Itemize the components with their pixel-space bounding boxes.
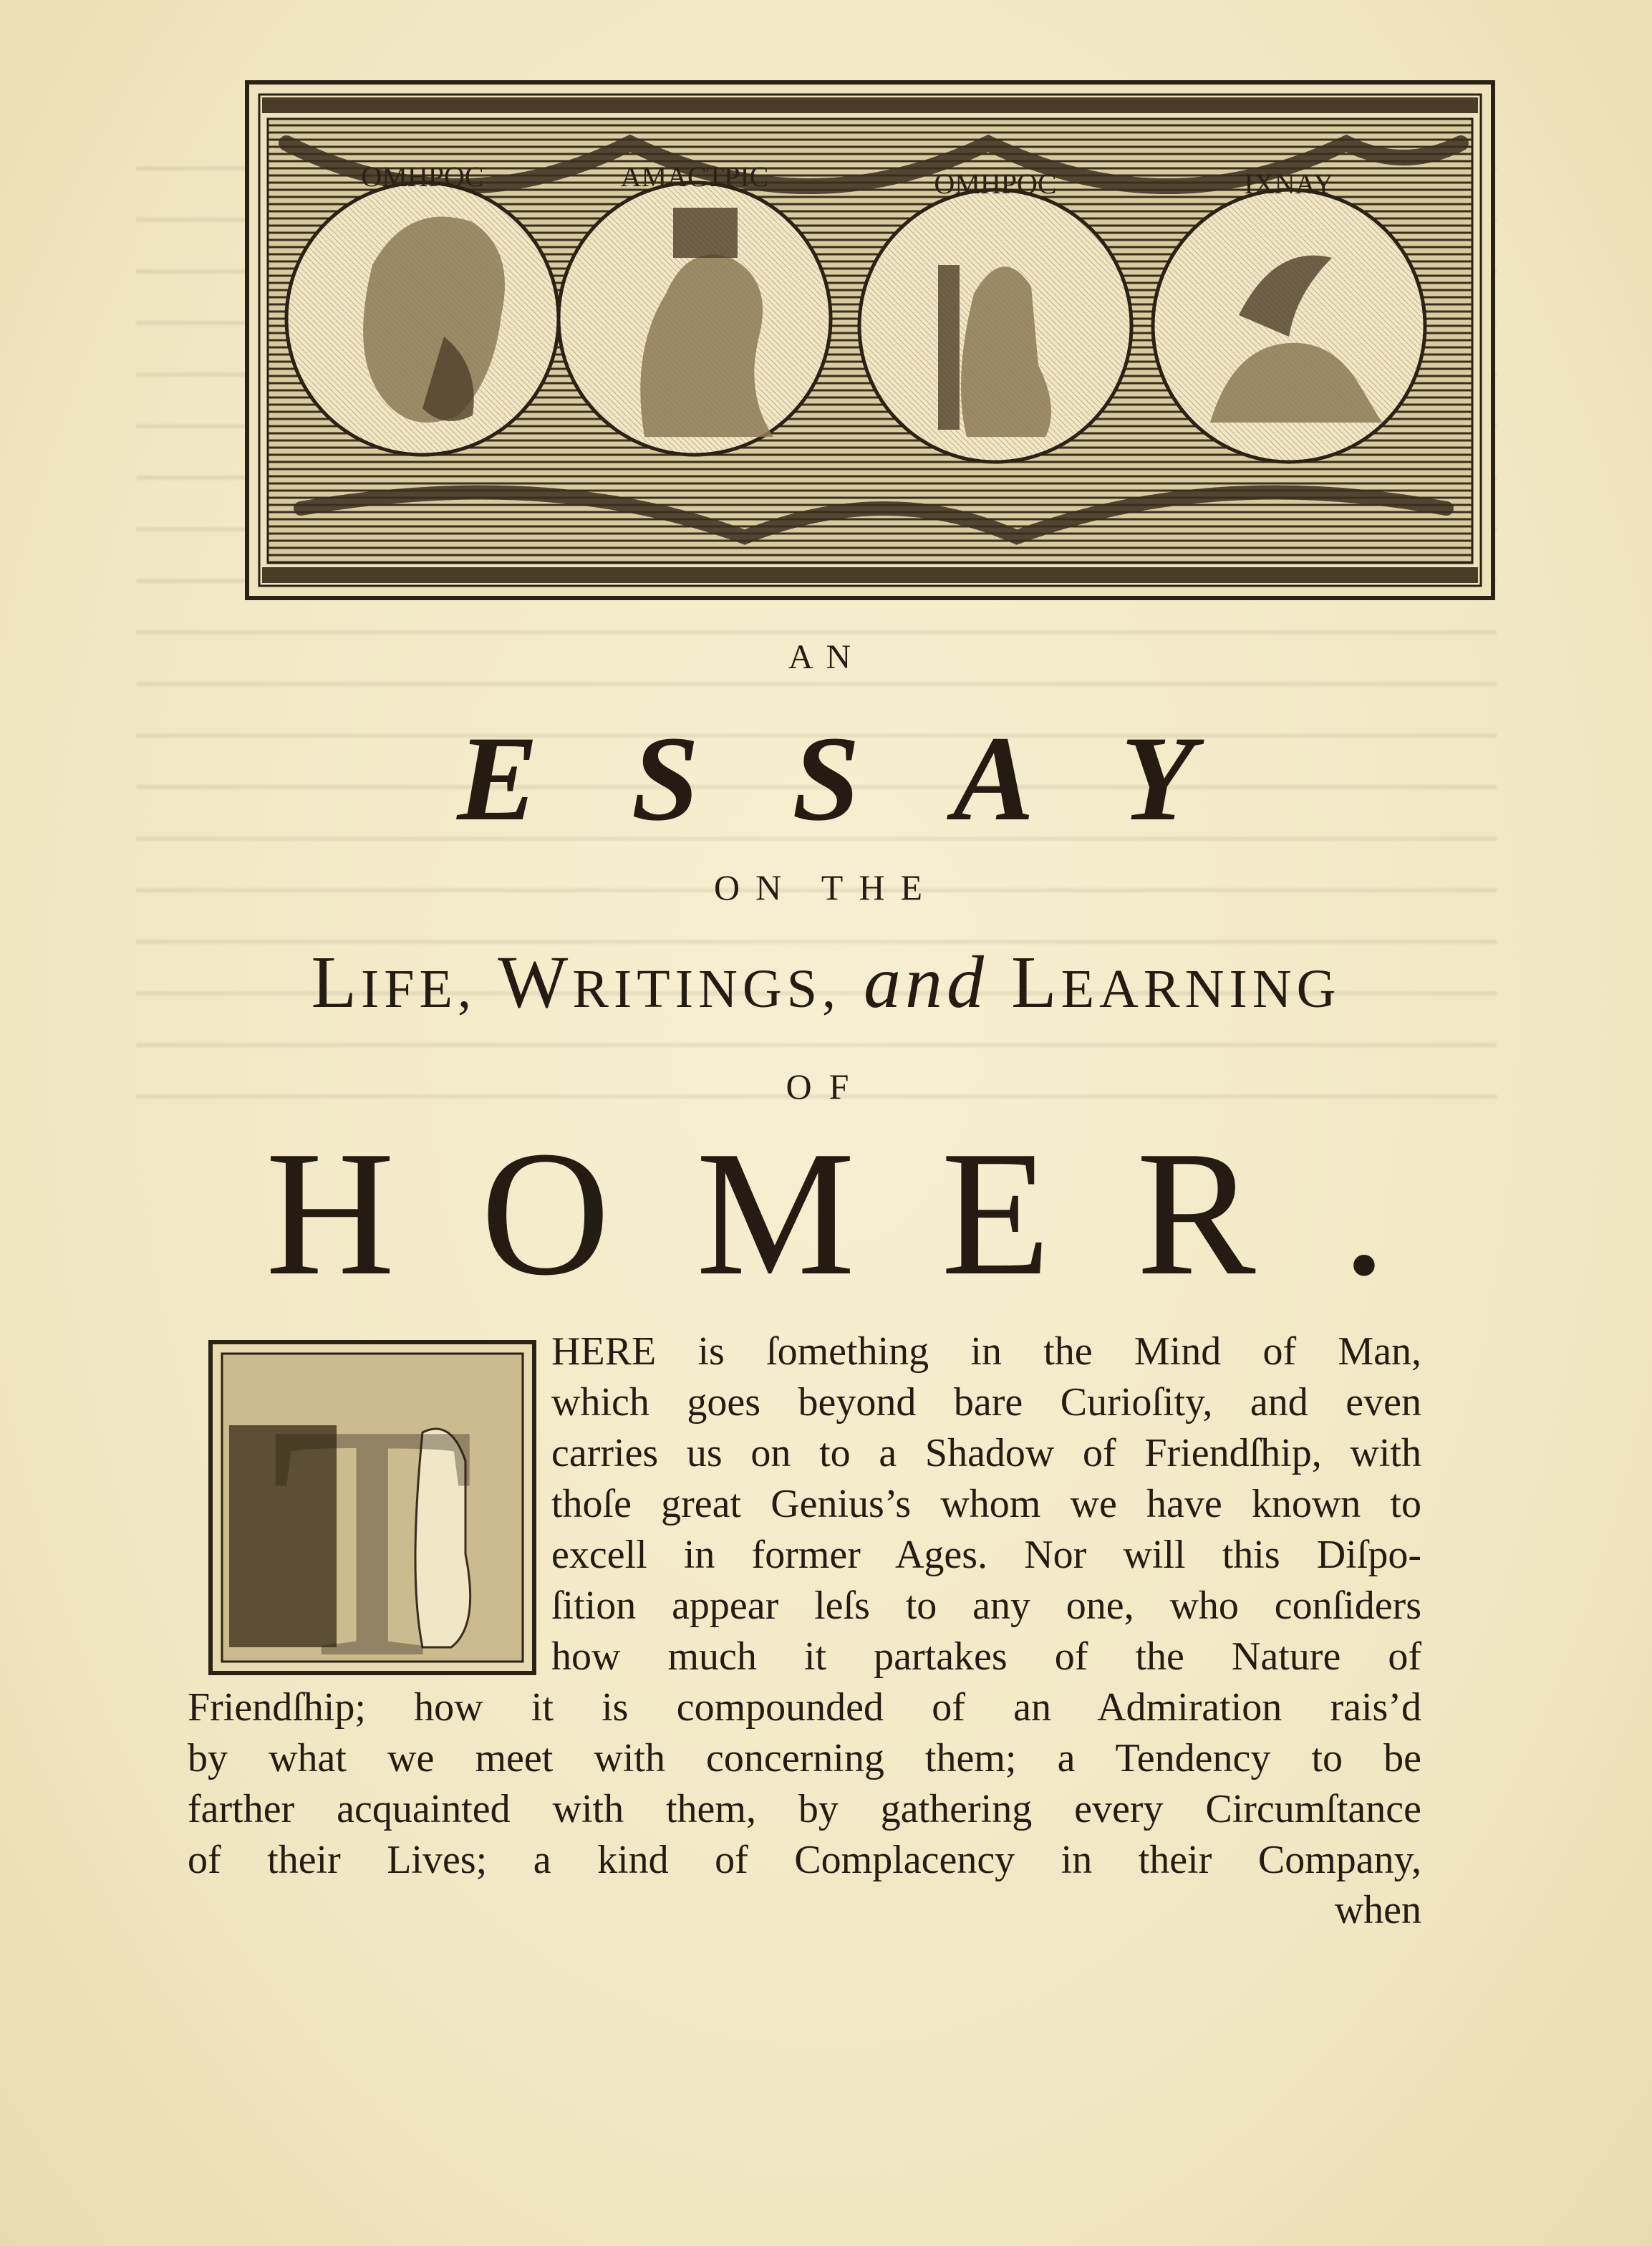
paragraph-opening-wide xyxy=(188,1682,1421,1886)
text-line: by what we meet with concerning them; a Tendency to be xyxy=(188,1736,1421,1780)
title-of: OF xyxy=(786,1066,866,1107)
title-learning-rest: EARNING xyxy=(1061,959,1341,1019)
text-line: excell in former Ages. Nor will this Diſpo- xyxy=(551,1533,1421,1577)
title-writings-rest: RITINGS, xyxy=(572,959,841,1019)
title-subject-line xyxy=(0,940,1652,1025)
title-writings-initial: W xyxy=(498,941,573,1023)
svg-text:AMACTPIC: AMACTPIC xyxy=(620,160,769,193)
title-essay: ESSAY xyxy=(457,711,1288,846)
title-on-the: ON THE xyxy=(713,867,938,907)
text-line: which goes beyond bare Curioſity, and even xyxy=(551,1380,1421,1425)
text-line: HERE is ſomething in the Mind of Man, xyxy=(551,1329,1421,1374)
svg-text:OMHPOC: OMHPOC xyxy=(934,168,1057,200)
text-line: how much it partakes of the Nature of xyxy=(551,1634,1421,1679)
paragraph-opening-narrow xyxy=(551,1326,1421,1682)
svg-text:OMHPOC: OMHPOC xyxy=(361,160,484,193)
title-and: and xyxy=(864,941,989,1023)
engraved-headpiece xyxy=(243,79,1497,602)
text-line: Friendſhip; how it is compounded of an Admiration rais’d xyxy=(188,1685,1421,1730)
text-line: farther acquainted with them, by gathering every Circumſtance xyxy=(188,1787,1421,1831)
svg-text:T: T xyxy=(269,1354,475,1676)
catchword: when xyxy=(1334,1888,1421,1932)
text-line: ſition appear leſs to any one, who conſiders xyxy=(551,1584,1421,1628)
coin-sphinx xyxy=(1153,190,1425,462)
text-line: carries us on to a Shadow of Friendſhip, with xyxy=(551,1431,1421,1475)
coin-homer-portrait xyxy=(286,183,559,455)
title-life-rest: IFE, xyxy=(360,959,476,1019)
title-learning-initial: L xyxy=(1011,941,1061,1023)
decorated-initial-letter xyxy=(208,1339,537,1676)
coin-veiled-portrait xyxy=(559,183,831,455)
text-line: thoſe great Genius’s whom we have known to xyxy=(551,1482,1421,1526)
text-line: of their Lives; a kind of Complacency in their Company, xyxy=(188,1838,1421,1882)
title-an: AN xyxy=(788,638,864,676)
title-homer: HOMER. xyxy=(265,1114,1473,1313)
coin-seated-figure xyxy=(859,190,1131,462)
svg-text:IXNAY: IXNAY xyxy=(1244,168,1334,200)
title-life-initial: L xyxy=(311,941,361,1023)
